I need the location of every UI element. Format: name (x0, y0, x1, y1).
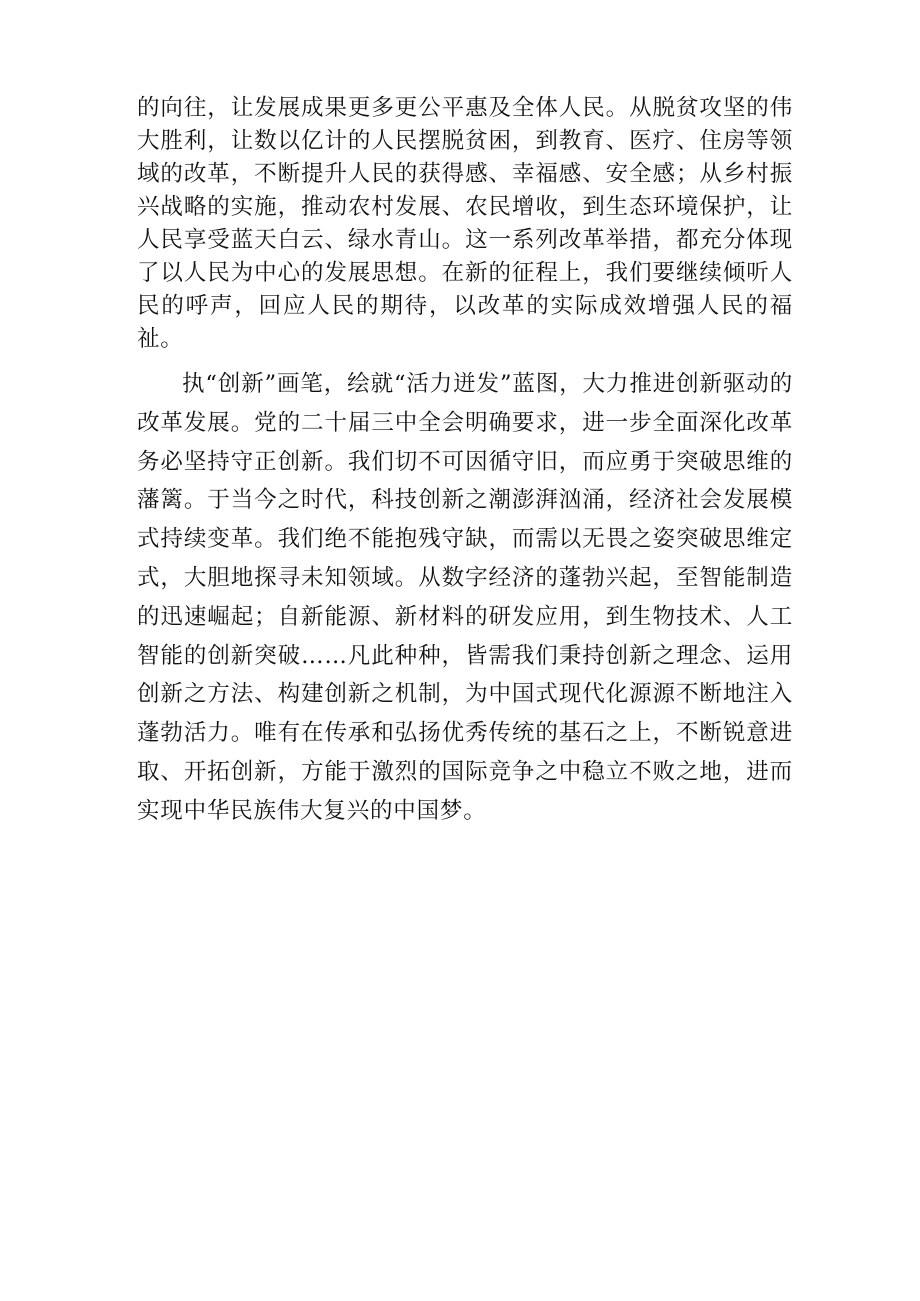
paragraph-innovation: 执“创新”画笔，绘就“活力迸发”蓝图，大力推进创新驱动的改革发展。党的二十届三中全会明确要求，进一步全面深化改革务必坚持守正创新。我们切不可因循守旧，而应勇于突破思维的藩篱。于当今之时代，科技创新之潮澎湃汹涌，经济社会发展模式持续变革。我们绝不能抱残守缺，而需以无畏之姿突破思维定式，大胆地探寻未知领域。从数字经济的蓬勃兴起，至智能制造的迅速崛起；自新能源、新材料的研发应用，到生物技术、人工智能的创新突破……凡此种种，皆需我们秉持创新之理念、运用创新之方法、构建创新之机制，为中国式现代化源源不断地注入蓬勃活力。唯有在传承和弘扬优秀传统的基石之上，不断锐意进取、开拓创新，方能于激烈的国际竞争之中稳立不败之地，进而实现中华民族伟大复兴的中国梦。 (137, 371, 793, 824)
document-page (137, 92, 793, 831)
paragraph-people-centered: 的向往，让发展成果更多更公平惠及全体人民。从脱贫攻坚的伟大胜利，让数以亿计的人民摆脱贫困，到教育、医疗、住房等领域的改革，不断提升人民的获得感、幸福感、安全感；从乡村振兴战略的实施，推动农村发展、农民增收，到生态环境保护，让人民享受蓝天白云、绿水青山。这一系列改革举措，都充分体现了以人民为中心的发展思想。在新的征程上，我们要继续倾听人民的呼声，回应人民的期待，以改革的实际成效增强人民的福祉。 (137, 95, 793, 352)
